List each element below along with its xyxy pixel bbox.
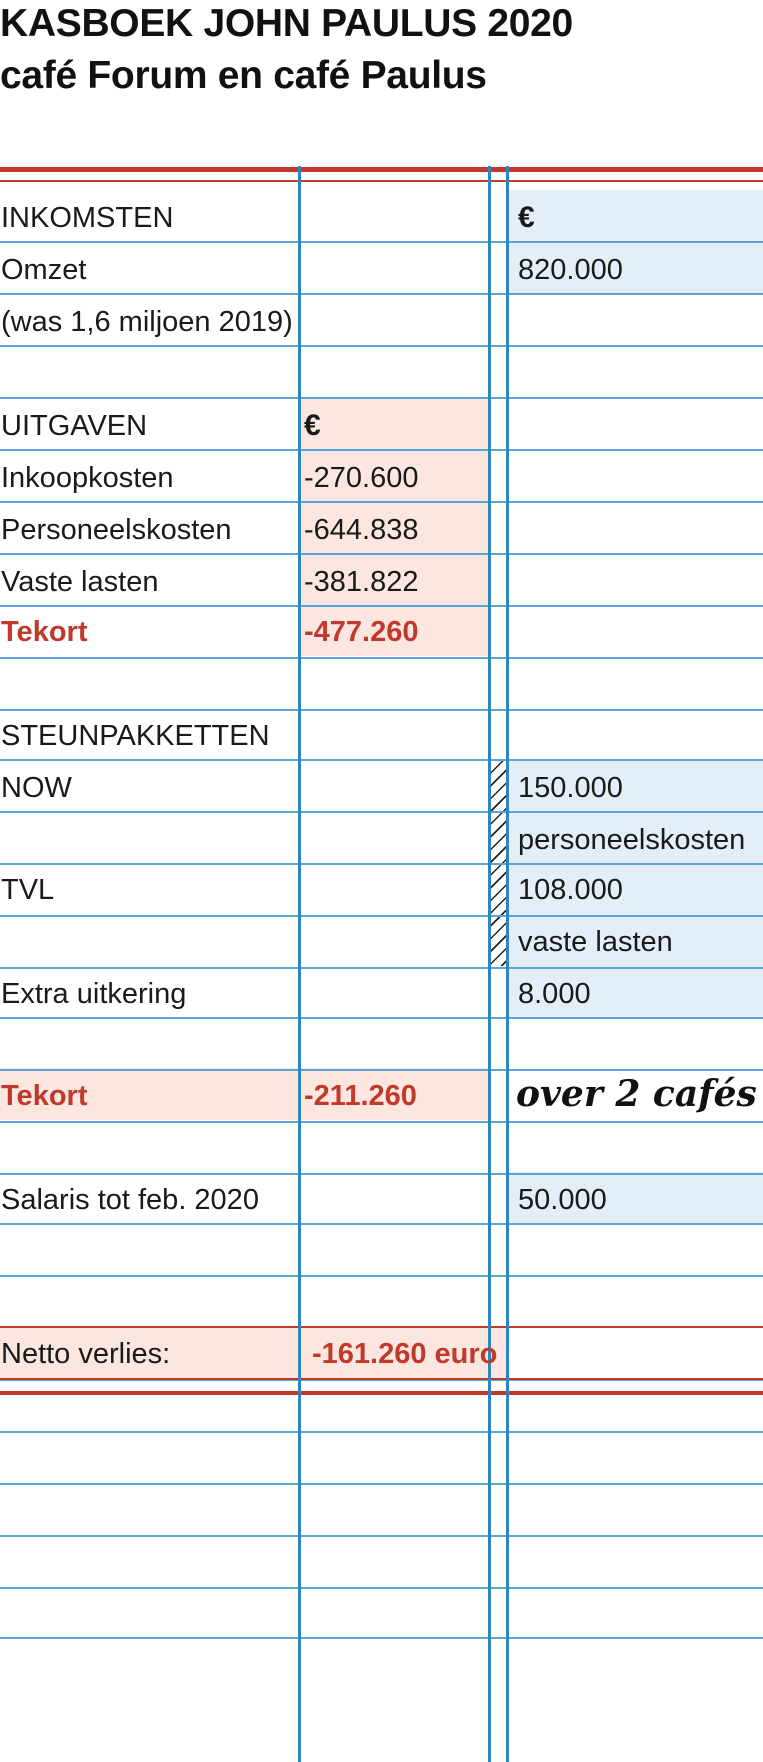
extra-value: 8.000 — [518, 978, 591, 1010]
support-heading: STEUNPAKKETTEN — [1, 720, 270, 752]
column-rule-2 — [488, 166, 491, 1762]
salary-value: 50.000 — [518, 1184, 607, 1216]
top-red-rule-thin — [0, 180, 763, 182]
net-loss-value: -161.260 euro — [312, 1338, 498, 1370]
tvl-label: TVL — [1, 874, 55, 906]
title-line-1: KASBOEK JOHN PAULUS 2020 — [0, 2, 573, 45]
income-heading: INKOMSTEN — [1, 202, 174, 234]
tvl-value: 108.000 — [518, 874, 623, 906]
now-label: NOW — [1, 772, 72, 804]
column-rule-3 — [506, 166, 509, 1762]
net-red-rule-bottom-thick — [0, 1391, 763, 1395]
expenses-heading: UITGAVEN — [1, 410, 148, 442]
salary-label: Salaris tot feb. 2020 — [1, 1184, 259, 1216]
net-loss-label: Netto verlies: — [1, 1338, 171, 1370]
expense-value: -644.838 — [304, 514, 419, 546]
expense-label: Vaste lasten — [1, 566, 159, 598]
omzet-label: Omzet — [1, 254, 87, 286]
now-note: personeelskosten — [518, 824, 746, 856]
expense-label: Personeelskosten — [1, 514, 232, 546]
tvl-note: vaste lasten — [518, 926, 673, 958]
extra-label: Extra uitkering — [1, 978, 187, 1010]
tekort-label: Tekort — [1, 616, 88, 648]
expense-label: Inkoopkosten — [1, 462, 174, 494]
title-line-2: café Forum en café Paulus — [0, 54, 487, 97]
tekort2-label: Tekort — [1, 1080, 88, 1112]
now-value: 150.000 — [518, 772, 623, 804]
omzet-note: (was 1,6 miljoen 2019) — [1, 306, 293, 338]
handwritten-note: over 2 cafés — [516, 1073, 757, 1115]
tekort2-value: -211.260 — [304, 1080, 417, 1112]
expense-value: -270.600 — [304, 462, 419, 494]
top-red-rule-thick — [0, 167, 763, 172]
income-currency: € — [518, 201, 535, 234]
expenses-currency: € — [304, 409, 321, 442]
omzet-value: 820.000 — [518, 254, 623, 286]
column-rule-1 — [298, 166, 301, 1762]
expense-value: -381.822 — [304, 566, 419, 598]
tekort-value: -477.260 — [304, 616, 419, 648]
